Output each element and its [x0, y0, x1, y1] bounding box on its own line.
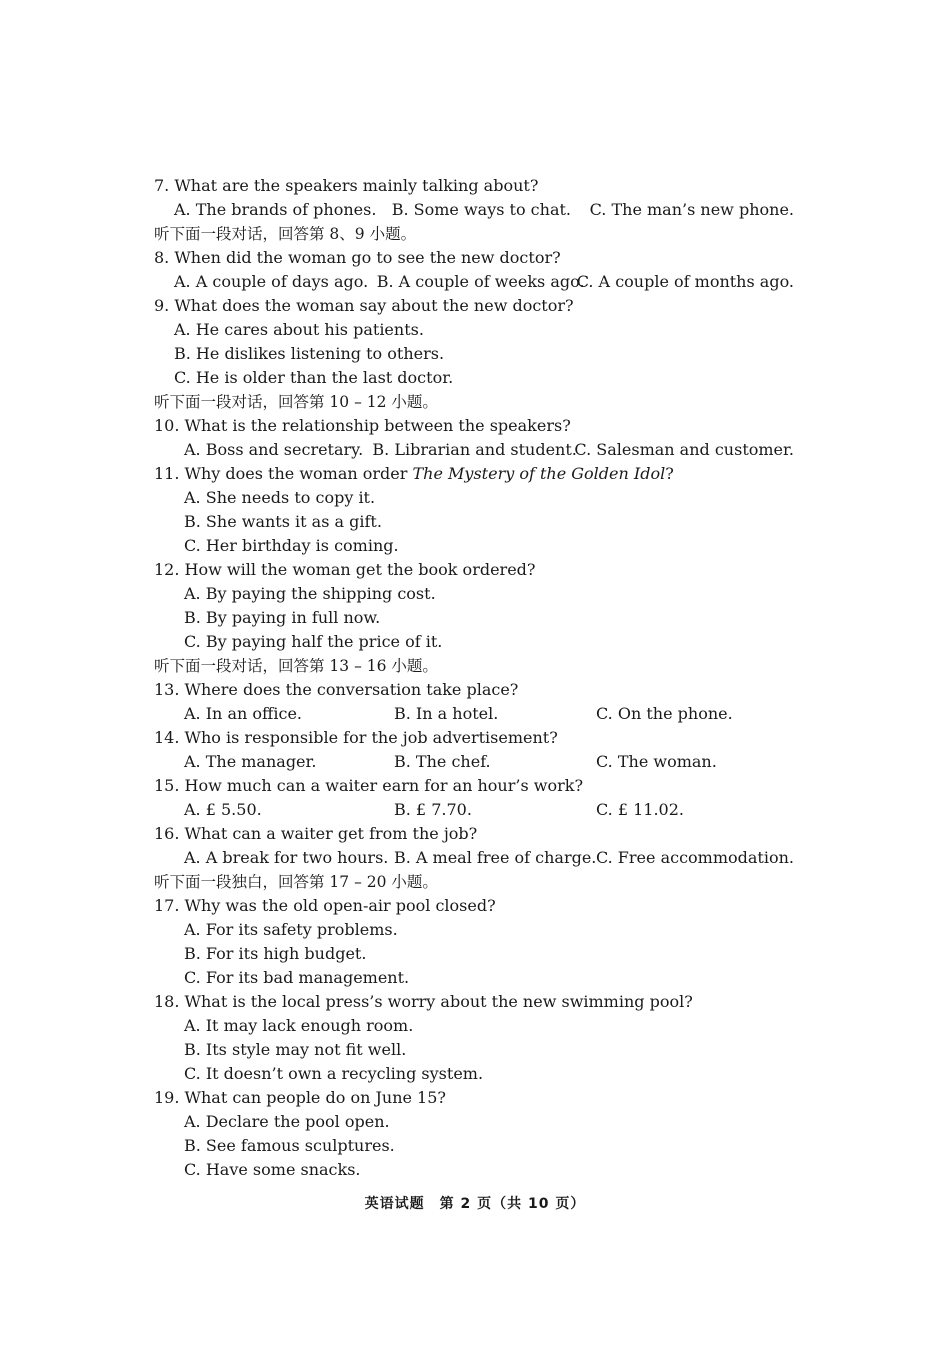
option-b: B. Its style may not fit well.: [184, 1040, 407, 1059]
section-instruction: 听下面一段独白，回答第 17 – 20 小题。: [154, 873, 438, 891]
option-row: [154, 198, 794, 222]
option-row: [154, 798, 794, 822]
question-stem: 7. What are the speakers mainly talking about?: [154, 176, 539, 195]
option-row: [154, 702, 794, 726]
option-c: C. Her birthday is coming.: [184, 536, 399, 555]
option-a: A. £ 5.50.: [184, 800, 262, 819]
section-instruction: 听下面一段对话，回答第 8、9 小题。: [154, 225, 417, 243]
option-a: A. By paying the shipping cost.: [184, 584, 436, 603]
question-stem: 18. What is the local press’s worry about the new swimming pool?: [154, 992, 693, 1011]
question-stem: 14. Who is responsible for the job advertisement?: [154, 728, 558, 747]
option-b: B. Librarian and student.: [372, 440, 577, 459]
option-c: C. £ 11.02.: [596, 800, 684, 819]
question-stem: 19. What can people do on June 15?: [154, 1088, 446, 1107]
option-b: B. In a hotel.: [394, 704, 499, 723]
option-b: B. A couple of weeks ago.: [376, 272, 585, 291]
option-b: B. See famous sculptures.: [184, 1136, 395, 1155]
option-row: [154, 270, 794, 294]
option-c: C. By paying half the price of it.: [184, 632, 443, 651]
option-a: A. A break for two hours.: [184, 848, 389, 867]
option-c: C. Salesman and customer.: [574, 440, 794, 459]
option-c: C. Free accommodation.: [595, 848, 794, 867]
option-b: B. The chef.: [394, 752, 491, 771]
option-a: A. The manager.: [184, 752, 317, 771]
option-a: A. It may lack enough room.: [184, 1016, 414, 1035]
question-stem: 10. What is the relationship between the speakers?: [154, 416, 571, 435]
option-row: [154, 846, 794, 870]
question-stem: 8. When did the woman go to see the new doctor?: [154, 248, 561, 267]
option-c: C. A couple of months ago.: [576, 272, 794, 291]
page-footer: 英语试题 第 2 页（共 10 页）: [364, 1196, 586, 1212]
question-stem: [154, 462, 794, 486]
option-a: A. She needs to copy it.: [184, 488, 376, 507]
option-c: C. The woman.: [596, 752, 717, 771]
option-b: B. By paying in full now.: [184, 608, 381, 627]
option-a: A. In an office.: [184, 704, 302, 723]
option-b: B. For its high budget.: [184, 944, 367, 963]
book-title: The Mystery of the Golden Idol: [412, 464, 666, 483]
question-stem: 13. Where does the conversation take place?: [154, 680, 519, 699]
question-stem: 9. What does the woman say about the new doctor?: [154, 296, 574, 315]
option-b: B. He dislikes listening to others.: [174, 344, 445, 363]
option-c: C. On the phone.: [596, 704, 733, 723]
option-b: B. She wants it as a gift.: [184, 512, 382, 531]
question-stem: 15. How much can a waiter earn for an hour’s work?: [154, 776, 584, 795]
option-b: B. £ 7.70.: [394, 800, 472, 819]
option-c: C. For its bad management.: [184, 968, 410, 987]
section-instruction: 听下面一段对话，回答第 13 – 16 小题。: [154, 657, 438, 675]
option-a: A. He cares about his patients.: [174, 320, 424, 339]
option-a: A. Declare the pool open.: [184, 1112, 390, 1131]
option-c: C. The man’s new phone.: [589, 200, 794, 219]
question-stem: 12. How will the woman get the book ordered?: [154, 560, 536, 579]
question-mark: ?: [665, 464, 674, 483]
option-c: C. Have some snacks.: [184, 1160, 361, 1179]
question-stem: 17. Why was the old open-air pool closed?: [154, 896, 496, 915]
section-instruction: 听下面一段对话，回答第 10 – 12 小题。: [154, 393, 438, 411]
option-a: A. The brands of phones.: [174, 200, 377, 219]
option-row: [154, 750, 794, 774]
question-block: [154, 174, 794, 1182]
question-stem: 16. What can a waiter get from the job?: [154, 824, 478, 843]
option-a: A. A couple of days ago.: [174, 272, 369, 291]
option-row: [154, 438, 794, 462]
option-c: C. He is older than the last doctor.: [174, 368, 454, 387]
option-b: B. A meal free of charge.: [393, 848, 597, 867]
option-a: A. For its safety problems.: [184, 920, 398, 939]
option-b: B. Some ways to chat.: [391, 200, 571, 219]
option-a: A. Boss and secretary.: [184, 440, 364, 459]
option-c: C. It doesn’t own a recycling system.: [184, 1064, 484, 1083]
question-stem-text: 11. Why does the woman order: [154, 464, 413, 483]
